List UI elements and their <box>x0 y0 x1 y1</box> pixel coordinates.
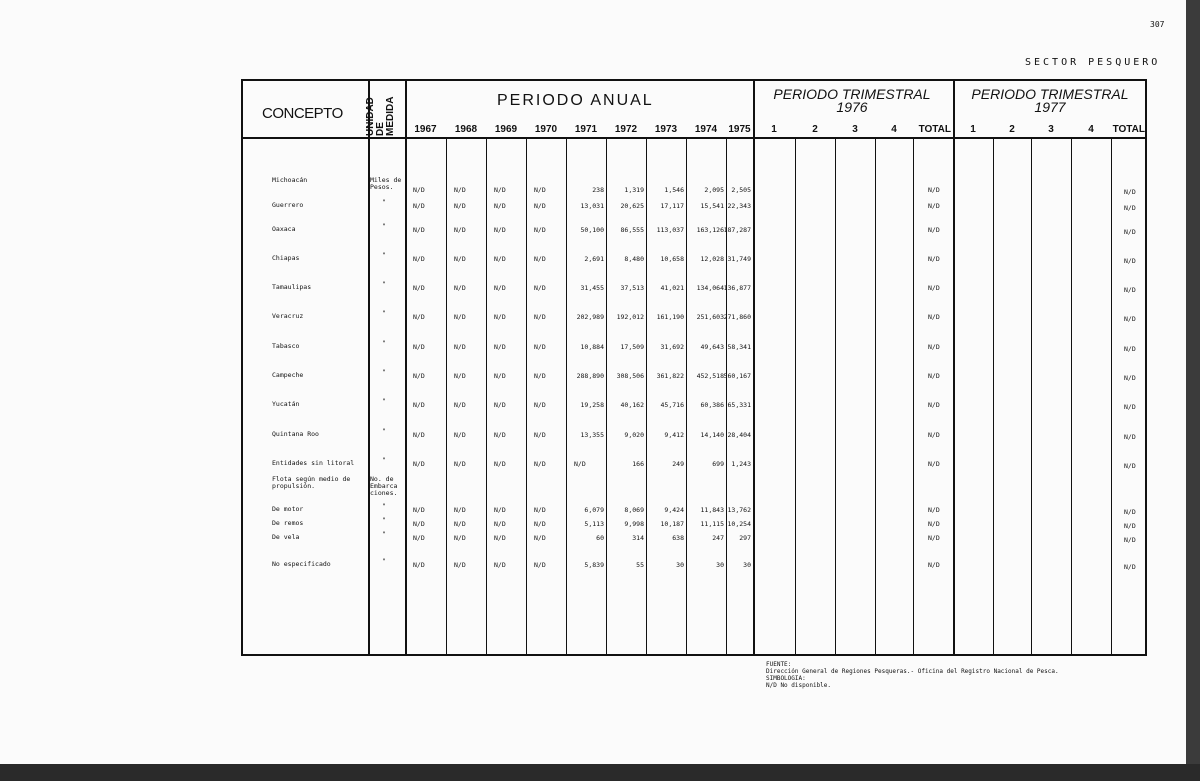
total-1977-cell: N/D <box>1124 345 1136 353</box>
table-cell: N/D <box>454 520 466 528</box>
grid-line <box>1031 138 1032 656</box>
table-cell: 361,822 <box>656 372 684 380</box>
row-unit: " <box>382 280 386 288</box>
row-unit: " <box>382 368 386 376</box>
total-1976-cell: N/D <box>928 561 940 569</box>
total-1976-cell: N/D <box>928 431 940 439</box>
table-cell: N/D <box>454 372 466 380</box>
row-unit: " <box>382 427 386 435</box>
year-header-1974: 1974 <box>694 124 718 135</box>
grid-line <box>446 138 447 656</box>
total-1977-cell: N/D <box>1124 403 1136 411</box>
total-1976-cell: N/D <box>928 284 940 292</box>
table-cell: 1,243 <box>731 460 751 468</box>
row-concept: Yucatán <box>272 400 300 408</box>
table-cell: 271,860 <box>723 313 751 321</box>
table-cell: N/D <box>454 460 466 468</box>
table-cell: 31,692 <box>660 343 684 351</box>
table-cell: 13,031 <box>580 202 604 210</box>
table-cell: N/D <box>534 534 546 542</box>
table-cell: 2,691 <box>584 255 604 263</box>
table-cell: 134,064 <box>696 284 724 292</box>
table-cell: 45,716 <box>660 401 684 409</box>
row-concept: Guerrero <box>272 201 304 209</box>
total-1977-cell: N/D <box>1124 462 1136 470</box>
table-cell: N/D <box>494 431 506 439</box>
table-cell: N/D <box>494 343 506 351</box>
table-cell: N/D <box>534 431 546 439</box>
total-1977-cell: N/D <box>1124 204 1136 212</box>
table-cell: 314 <box>632 534 644 542</box>
table-cell: N/D <box>454 401 466 409</box>
table-cell: N/D <box>494 202 506 210</box>
scan-edge-bottom <box>0 764 1200 781</box>
table-cell: N/D <box>454 186 466 194</box>
table-cell: 41,021 <box>660 284 684 292</box>
row-concept: Veracruz <box>272 312 304 320</box>
total-1977-cell: N/D <box>1124 374 1136 382</box>
table-cell: 247 <box>712 534 724 542</box>
year-header-1969: 1969 <box>494 124 518 135</box>
table-cell: 37,513 <box>620 284 644 292</box>
quarter-header-1976-2: 2 <box>812 124 818 135</box>
quarter-header-1977-4: 4 <box>1088 124 1094 135</box>
table-cell: 5,113 <box>584 520 604 528</box>
quarter-header-1976-3: 3 <box>852 124 858 135</box>
table-cell: 9,424 <box>664 506 684 514</box>
total-1977-cell: N/D <box>1124 286 1136 294</box>
total-1976-cell: N/D <box>928 401 940 409</box>
row-unit: " <box>382 222 386 230</box>
table-cell: N/D <box>454 284 466 292</box>
table-cell: N/D <box>534 186 546 194</box>
header-divider <box>241 137 1147 139</box>
row-unit: " <box>382 251 386 259</box>
table-cell: N/D <box>534 255 546 263</box>
table-cell: N/D <box>454 431 466 439</box>
table-cell: 297 <box>739 534 751 542</box>
table-cell: N/D <box>413 561 425 569</box>
table-cell: 699 <box>712 460 724 468</box>
table-cell: N/D <box>454 313 466 321</box>
table-cell: 17,117 <box>660 202 684 210</box>
table-cell: 65,331 <box>727 401 751 409</box>
table-cell: N/D <box>413 460 425 468</box>
grid-line <box>646 138 647 656</box>
row-unit: " <box>382 557 386 565</box>
table-cell: 136,877 <box>723 284 751 292</box>
table-cell: 1,546 <box>664 186 684 194</box>
table-cell: 31,749 <box>727 255 751 263</box>
table-cell: 14,140 <box>700 431 724 439</box>
table-cell: N/D <box>494 186 506 194</box>
table-cell: 163,126 <box>696 226 724 234</box>
grid-line-major <box>953 79 955 656</box>
table-cell: 19,258 <box>580 401 604 409</box>
table-cell: 166 <box>632 460 644 468</box>
fuente-label: FUENTE: <box>766 661 792 668</box>
table-cell: N/D <box>494 460 506 468</box>
table-cell: 9,998 <box>624 520 644 528</box>
row-concept: De remos <box>272 519 304 527</box>
table-cell: N/D <box>413 186 425 194</box>
row-unit: Miles de Pesos. <box>370 176 402 191</box>
table-cell: 251,603 <box>696 313 724 321</box>
table-cell: N/D <box>413 401 425 409</box>
table-cell: N/D <box>534 372 546 380</box>
table-cell: 30 <box>676 561 684 569</box>
quarter-header-1977-3: 3 <box>1048 124 1054 135</box>
table-cell: 9,412 <box>664 431 684 439</box>
table-cell: 6,079 <box>584 506 604 514</box>
row-concept: Oaxaca <box>272 225 296 233</box>
scan-edge-right <box>1186 0 1200 781</box>
table-cell: 30 <box>743 561 751 569</box>
page-number: 307 <box>1150 20 1165 29</box>
table-cell: N/D <box>534 284 546 292</box>
table-cell: N/D <box>413 520 425 528</box>
table-cell: N/D <box>534 313 546 321</box>
table-cell: N/D <box>534 506 546 514</box>
row-concept: Tabasco <box>272 342 300 350</box>
table-cell: N/D <box>413 284 425 292</box>
table-cell: 10,884 <box>580 343 604 351</box>
total-1976-cell: N/D <box>928 313 940 321</box>
grid-line-major <box>405 79 407 656</box>
table-cell: N/D <box>534 202 546 210</box>
total-1976-cell: N/D <box>928 343 940 351</box>
row-concept: Chiapas <box>272 254 300 262</box>
total-1976-cell: N/D <box>928 506 940 514</box>
header-unidad-medida: UNIDAD DE MEDIDA <box>365 96 396 136</box>
total-1976-cell: N/D <box>928 460 940 468</box>
table-cell: 638 <box>672 534 684 542</box>
table-cell: N/D <box>494 255 506 263</box>
table-frame <box>241 79 1147 656</box>
total-1976-cell: N/D <box>928 520 940 528</box>
table-cell: 249 <box>672 460 684 468</box>
table-cell: N/D <box>454 202 466 210</box>
table-cell: N/D <box>494 506 506 514</box>
table-cell: N/D <box>534 226 546 234</box>
header-concepto: CONCEPTO <box>262 105 343 122</box>
table-cell: 113,037 <box>656 226 684 234</box>
total-1977-cell: N/D <box>1124 508 1136 516</box>
table-cell: 1,319 <box>624 186 644 194</box>
table-cell: 161,190 <box>656 313 684 321</box>
table-cell: 13,762 <box>727 506 751 514</box>
table-cell: N/D <box>413 372 425 380</box>
table-cell: 288,890 <box>576 372 604 380</box>
table-cell: 28,404 <box>727 431 751 439</box>
table-cell: 11,843 <box>700 506 724 514</box>
grid-line <box>526 138 527 656</box>
table-cell: 11,115 <box>700 520 724 528</box>
table-cell: 192,012 <box>616 313 644 321</box>
header-trimestral-1976: PERIODO TRIMESTRAL 1976 <box>773 86 931 115</box>
total-1976-cell: N/D <box>928 534 940 542</box>
total-1977-cell: N/D <box>1124 536 1136 544</box>
year-header-1967: 1967 <box>414 124 437 135</box>
table-cell: 202,989 <box>576 313 604 321</box>
table-cell: N/D <box>574 460 586 468</box>
row-unit: " <box>382 198 386 206</box>
quarter-header-1977-total: TOTAL <box>1112 124 1145 135</box>
table-cell: N/D <box>534 401 546 409</box>
table-cell: 452,518 <box>696 372 724 380</box>
grid-line <box>606 138 607 656</box>
table-cell: 20,625 <box>620 202 644 210</box>
quarter-header-1976-4: 4 <box>891 124 897 135</box>
table-cell: N/D <box>413 255 425 263</box>
table-cell: 187,287 <box>723 226 751 234</box>
row-unit: " <box>382 397 386 405</box>
row-concept: Quintana Roo <box>272 430 319 438</box>
table-cell: N/D <box>534 520 546 528</box>
footer-notes <box>766 661 1059 689</box>
table-cell: 10,658 <box>660 255 684 263</box>
table-cell: N/D <box>413 534 425 542</box>
row-unit: " <box>382 502 386 510</box>
table-cell: 49,643 <box>700 343 724 351</box>
table-cell: 560,167 <box>723 372 751 380</box>
table-cell: 9,020 <box>624 431 644 439</box>
row-concept: De motor <box>272 505 304 513</box>
table-cell: N/D <box>534 343 546 351</box>
table-cell: N/D <box>413 226 425 234</box>
table-cell: N/D <box>494 401 506 409</box>
year-header-1972: 1972 <box>614 124 638 135</box>
table-cell: N/D <box>494 226 506 234</box>
table-cell: N/D <box>454 255 466 263</box>
grid-line <box>1071 138 1072 656</box>
table-cell: 15,541 <box>700 202 724 210</box>
row-unit: " <box>382 309 386 317</box>
grid-line <box>993 138 994 656</box>
table-cell: N/D <box>454 561 466 569</box>
total-1977-cell: N/D <box>1124 257 1136 265</box>
table-cell: N/D <box>454 226 466 234</box>
row-concept: Campeche <box>272 371 304 379</box>
table-cell: 8,069 <box>624 506 644 514</box>
table-cell: N/D <box>413 431 425 439</box>
row-concept: Tamaulipas <box>272 283 312 291</box>
table-cell: 2,095 <box>704 186 724 194</box>
grid-line <box>566 138 567 656</box>
total-1977-cell: N/D <box>1124 522 1136 530</box>
total-1977-cell: N/D <box>1124 188 1136 196</box>
row-concept: De vela <box>272 533 300 541</box>
section-title: SECTOR PESQUERO <box>1025 57 1161 68</box>
header-periodo-anual: PERIODO ANUAL <box>497 92 654 109</box>
grid-line <box>835 138 836 656</box>
total-1976-cell: N/D <box>928 372 940 380</box>
header-trimestral-1977: PERIODO TRIMESTRAL 1977 <box>971 86 1129 115</box>
grid-line-major <box>753 79 755 656</box>
table-cell: N/D <box>413 202 425 210</box>
grid-line <box>486 138 487 656</box>
table-cell: N/D <box>413 506 425 514</box>
table-cell: N/D <box>534 460 546 468</box>
table-cell: N/D <box>534 561 546 569</box>
year-header-1973: 1973 <box>654 124 678 135</box>
table-cell: N/D <box>454 506 466 514</box>
row-concept: Entidades sin litoral <box>272 459 355 467</box>
total-1977-cell: N/D <box>1124 315 1136 323</box>
total-1977-cell: N/D <box>1124 563 1136 571</box>
table-cell: N/D <box>454 534 466 542</box>
table-cell: 238 <box>592 186 604 194</box>
fuente-text: Dirección General de Regiones Pesqueras.- Oficina del Registro Nacional de Pesca. <box>766 668 1059 675</box>
total-1976-cell: N/D <box>928 255 940 263</box>
simbologia-text: N/D No disponible. <box>766 682 832 689</box>
row-unit: " <box>382 530 386 538</box>
flota-concept: Flota según medio de propulsión. <box>272 475 351 490</box>
flota-unit: No. de Embarca ciones. <box>370 475 398 497</box>
table-cell: 55 <box>636 561 644 569</box>
table-cell: N/D <box>494 520 506 528</box>
year-header-1971: 1971 <box>574 124 598 135</box>
table-cell: 22,343 <box>727 202 751 210</box>
total-1976-cell: N/D <box>928 226 940 234</box>
table-cell: N/D <box>413 313 425 321</box>
row-unit: " <box>382 516 386 524</box>
table-cell: N/D <box>494 561 506 569</box>
total-1977-cell: N/D <box>1124 228 1136 236</box>
quarter-header-1976-total: TOTAL <box>918 124 951 135</box>
table-cell: N/D <box>413 343 425 351</box>
table-cell: N/D <box>454 343 466 351</box>
table-cell: 58,341 <box>727 343 751 351</box>
grid-line-major <box>368 79 370 656</box>
grid-line <box>726 138 727 656</box>
row-unit: " <box>382 456 386 464</box>
table-cell: 10,254 <box>727 520 751 528</box>
grid-line <box>913 138 914 656</box>
table-cell: 8,480 <box>624 255 644 263</box>
grid-line <box>795 138 796 656</box>
table-cell: 50,100 <box>580 226 604 234</box>
table-cell: 31,455 <box>580 284 604 292</box>
year-header-1975: 1975 <box>728 124 751 135</box>
total-1977-cell: N/D <box>1124 433 1136 441</box>
quarter-header-1977-1: 1 <box>970 124 976 135</box>
quarter-header-1976-1: 1 <box>771 124 777 135</box>
total-1976-cell: N/D <box>928 202 940 210</box>
total-1976-cell: N/D <box>928 186 940 194</box>
row-unit: " <box>382 339 386 347</box>
table-cell: 2,505 <box>731 186 751 194</box>
row-concept: Michoacán <box>272 176 308 184</box>
table-cell: 60 <box>596 534 604 542</box>
row-concept: No especificado <box>272 560 331 568</box>
table-cell: 308,506 <box>616 372 644 380</box>
table-cell: 40,162 <box>620 401 644 409</box>
table-cell: 5,839 <box>584 561 604 569</box>
table-cell: 60,386 <box>700 401 724 409</box>
grid-line <box>875 138 876 656</box>
quarter-header-1977-2: 2 <box>1009 124 1015 135</box>
table-cell: N/D <box>494 313 506 321</box>
table-cell: 13,355 <box>580 431 604 439</box>
grid-line <box>686 138 687 656</box>
simbologia-label: SIMBOLOGIA: <box>766 675 806 682</box>
year-header-1968: 1968 <box>454 124 478 135</box>
table-cell: 30 <box>716 561 724 569</box>
table-cell: N/D <box>494 284 506 292</box>
table-cell: N/D <box>494 372 506 380</box>
table-cell: 12,028 <box>700 255 724 263</box>
table-cell: 17,509 <box>620 343 644 351</box>
table-cell: 10,187 <box>660 520 684 528</box>
table-cell: N/D <box>494 534 506 542</box>
grid-line <box>1111 138 1112 656</box>
year-header-1970: 1970 <box>534 124 558 135</box>
table-cell: 86,555 <box>620 226 644 234</box>
